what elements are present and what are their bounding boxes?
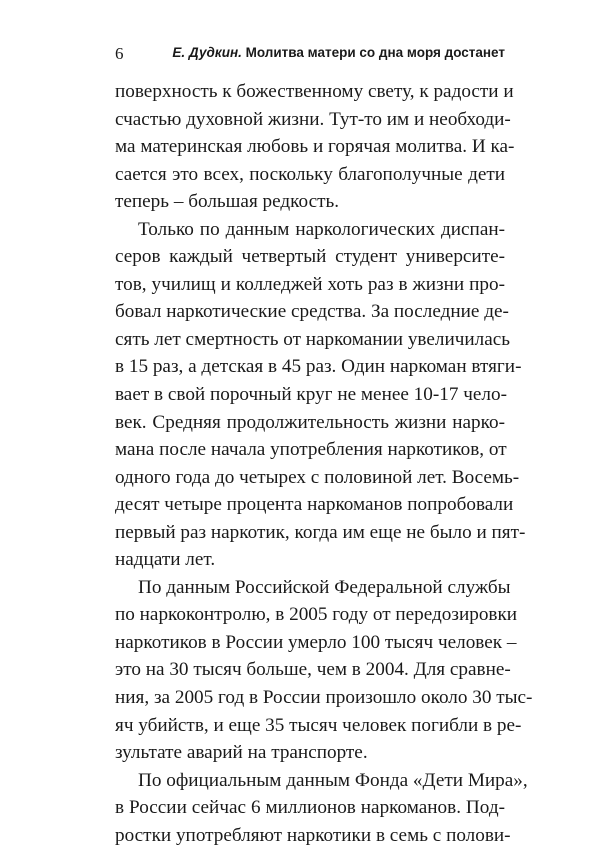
text-line: в России сейчас 6 миллионов наркоманов. Под-	[115, 797, 505, 819]
text-line: в 15 раз, а детская в 45 раз. Один наркоман втяги-	[115, 356, 522, 378]
text-line: зультате аварий на транспорте.	[115, 742, 368, 764]
text-line: счастью духовной жизни. Тут-то им и необходи-	[115, 108, 511, 130]
text-line: десят четыре процента наркоманов попробовали	[115, 494, 514, 516]
text-line: сять лет смертность от наркомании увеличилась	[115, 328, 511, 350]
text-line: первый раз наркотик, когда им еще не было и пят-	[115, 521, 526, 543]
paragraph-first-line: Только по данным наркологических диспан-	[138, 218, 505, 240]
header-author: Е. Дудкин.	[172, 45, 242, 60]
text-line: тов, училищ и колледжей хоть раз в жизни про-	[115, 273, 505, 295]
text-line: теперь – большая редкость.	[115, 191, 340, 213]
text-line: сается это всех, поскольку благополучные дети	[115, 163, 505, 185]
text-line: поверхность к божественному свету, к радости и	[115, 81, 514, 102]
text-line: ма материнская любовь и горячая молитва. И ка-	[115, 136, 515, 158]
text-line: наркотиков в России умерло 100 тысяч человек –	[115, 631, 517, 653]
text-line: по наркоконтролю, в 2005 году от передозировки	[115, 604, 518, 626]
text-line: мана после начала употребления наркотиков, от	[115, 439, 507, 461]
text-line: вает в свой порочный круг не менее 10-17 чело-	[115, 384, 507, 406]
paragraph-first-line: По официальным данным Фонда «Дети Мира»,	[138, 769, 528, 791]
text-line: бовал наркотические средства. За последние де-	[115, 301, 509, 323]
running-title	[172, 45, 505, 60]
text-line: одного года до четырех с половиной лет. Восемь-	[115, 466, 520, 488]
text-line: век. Средняя продолжительность жизни нарко-	[115, 411, 505, 433]
text-line: серов каждый четвертый студент университе-	[115, 246, 505, 268]
header-book-title: Молитва матери со дна моря достанет	[245, 45, 505, 60]
text-line: ния, за 2005 год в России произошло около 30 тыс-	[115, 687, 533, 709]
running-header	[115, 44, 505, 66]
text-line: это на 30 тысяч больше, чем в 2004. Для сравне-	[115, 659, 511, 681]
page-number: 6	[115, 44, 124, 63]
text-line: надцати лет.	[115, 549, 216, 571]
text-line: ростки употребляют наркотики в семь с полови-	[115, 824, 511, 846]
text-line: яч убийств, и еще 35 тысяч человек погибли в ре-	[115, 714, 522, 736]
body-text	[115, 78, 533, 849]
paragraph-first-line: По данным Российской Федеральной службы	[138, 576, 511, 598]
